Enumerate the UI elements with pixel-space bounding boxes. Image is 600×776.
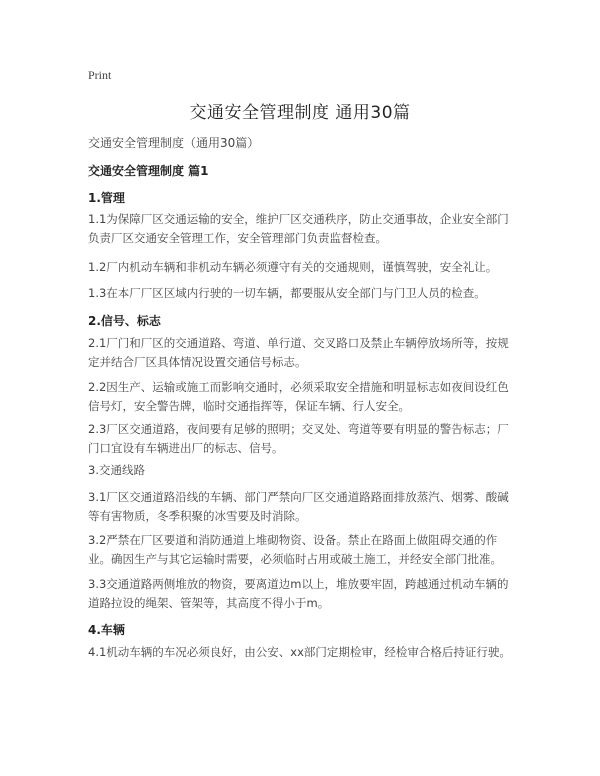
paragraph-1-1: 1.1为保障厂区交通运输的安全，维护厂区交通秩序，防止交通事故，企业安全部门负责厂区交通安全管理工作，安全管理部门负责监督检查。 <box>88 212 509 245</box>
paragraph-2-3: 2.3厂区交通道路，夜间要有足够的照明；交叉处、弯道等要有明显的警告标志；厂门口宜设有车辆进出厂的标志、信号。 <box>88 422 509 455</box>
document-title: 交通安全管理制度 通用30篇 <box>189 103 411 123</box>
paragraph-3-heading: 3.交通线路 <box>88 463 145 477</box>
paragraph-2-2: 2.2因生产、运输或施工而影响交通时，必须采取安全措施和明显标志如夜间设红色信号灯，安全警告牌，临时交通指挥等，保证车辆、行人安全。 <box>88 380 509 413</box>
section-heading-vehicles: 4.车辆 <box>88 623 125 637</box>
section-heading-signals: 2.信号、标志 <box>88 314 161 328</box>
part-heading: 交通安全管理制度 篇1 <box>88 164 209 178</box>
paragraph-3-3: 3.3交通道路两侧堆放的物资，要离道边m以上，堆放要牢固，跨越通过机动车辆的道路拉设的绳架、管架等，其高度不得小于m。 <box>88 577 509 610</box>
section-heading-management: 1.管理 <box>88 191 125 205</box>
paragraph-3-1: 3.1厂区交通道路沿线的车辆、部门严禁向厂区交通道路路面排放蒸汽、烟雾、酸碱等有害物质，冬季积聚的冰雪要及时消除。 <box>88 490 509 523</box>
paragraph-3-2: 3.2严禁在厂区要道和消防通道上堆砌物资、设备。禁止在路面上做阻碍交通的作业。确因生产与其它运输时需要，必须临时占用或破土施工，并经安全部门批准。 <box>88 533 502 566</box>
paragraph-1-2: 1.2厂内机动车辆和非机动车辆必须遵守有关的交通规则，谨慎驾驶，安全礼让。 <box>88 260 498 274</box>
print-label[interactable]: Print <box>88 68 112 82</box>
paragraph-1-3: 1.3在本厂厂区区域内行驶的一切车辆，都要服从安全部门与门卫人员的检查。 <box>88 286 486 300</box>
document-subtitle: 交通安全管理制度（通用30篇） <box>88 136 260 150</box>
paragraph-4-1: 4.1机动车辆的车况必须良好，由公安、xx部门定期检审，经检审合格后持证行驶。 <box>88 645 511 659</box>
paragraph-2-1: 2.1厂门和厂区的交通道路、弯道、单行道、交叉路口及禁止车辆停放场所等，按规定并结合厂区具体情况设置交通信号标志。 <box>88 336 509 369</box>
